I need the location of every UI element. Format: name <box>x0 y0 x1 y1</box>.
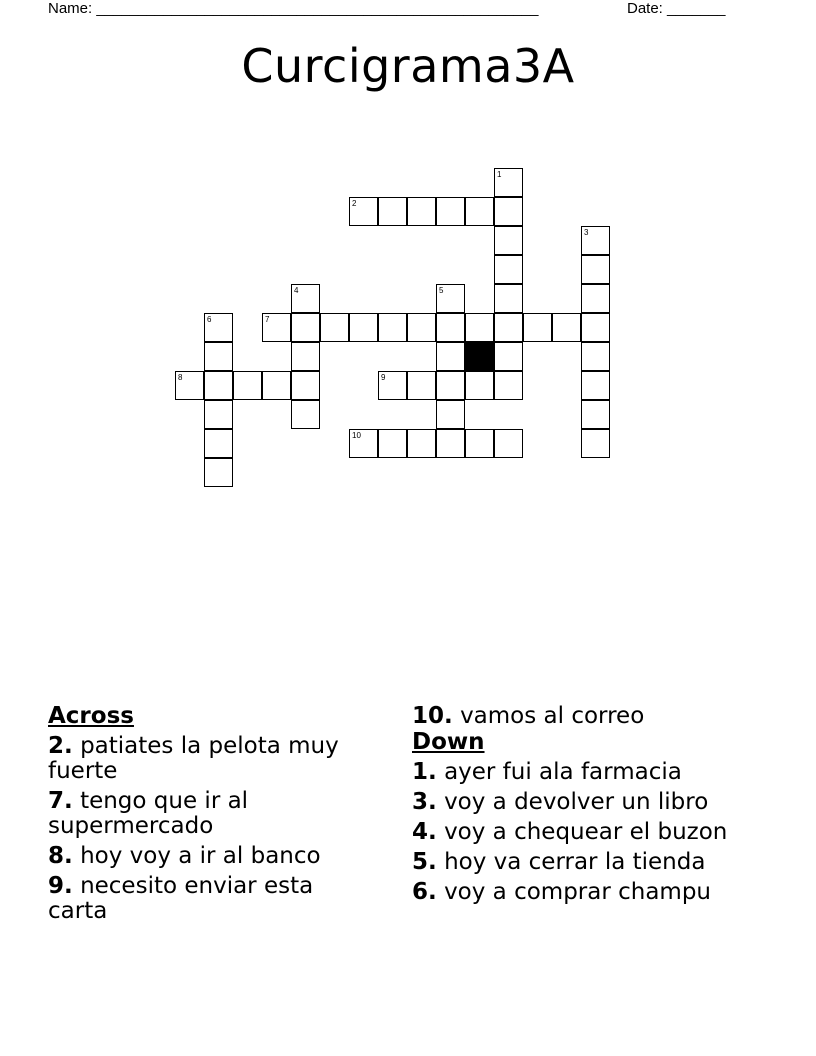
clue-number: 1. <box>412 759 437 785</box>
grid-cell[interactable] <box>581 400 610 429</box>
clue-text: voy a comprar champu <box>444 879 712 905</box>
page-title: Curcigrama3A <box>241 39 575 93</box>
clue-number: 4. <box>412 819 437 845</box>
grid-cell[interactable] <box>320 313 349 342</box>
name-field-label: Name: _____________________________________________________ <box>48 0 539 17</box>
clue-text: voy a devolver un libro <box>444 789 709 815</box>
grid-cell-number: 9 <box>381 373 386 382</box>
grid-cell-number: 10 <box>352 431 361 440</box>
grid-cell[interactable] <box>581 371 610 400</box>
grid-cell[interactable] <box>436 400 465 429</box>
grid-cell[interactable] <box>436 429 465 458</box>
grid-cell-number: 7 <box>265 315 270 324</box>
grid-cell[interactable] <box>465 313 494 342</box>
grid-cell[interactable] <box>494 313 523 342</box>
across-clue <box>412 704 792 729</box>
clue-number: 10. <box>412 703 453 729</box>
grid-cell[interactable] <box>407 371 436 400</box>
grid-cell[interactable] <box>494 255 523 284</box>
across-clue <box>48 789 378 839</box>
grid-cell[interactable] <box>407 313 436 342</box>
grid-cell[interactable] <box>436 313 465 342</box>
grid-cell-number: 2 <box>352 199 357 208</box>
clue-text: voy a chequear el buzon <box>444 819 728 845</box>
down-clue <box>412 880 792 905</box>
grid-cell[interactable] <box>291 371 320 400</box>
grid-cell-blocked <box>465 342 494 371</box>
grid-cell[interactable] <box>262 371 291 400</box>
grid-cell[interactable] <box>436 342 465 371</box>
across-clue <box>48 844 378 869</box>
grid-cell[interactable] <box>494 226 523 255</box>
clue-number: 7. <box>48 788 73 814</box>
grid-cell[interactable] <box>407 429 436 458</box>
grid-cell[interactable] <box>378 429 407 458</box>
grid-cell[interactable] <box>204 313 233 342</box>
grid-cell[interactable] <box>349 429 378 458</box>
grid-cell[interactable] <box>581 313 610 342</box>
grid-cell-number: 6 <box>207 315 212 324</box>
grid-cell[interactable] <box>436 197 465 226</box>
grid-cell[interactable] <box>378 371 407 400</box>
grid-cell[interactable] <box>581 342 610 371</box>
clues-left-column <box>48 704 378 929</box>
across-clue <box>48 874 378 924</box>
grid-cell[interactable] <box>291 284 320 313</box>
clue-text: vamos al correo <box>460 703 645 729</box>
grid-cell[interactable] <box>204 342 233 371</box>
grid-cell[interactable] <box>378 313 407 342</box>
grid-cell[interactable] <box>465 371 494 400</box>
grid-cell-number: 8 <box>178 373 183 382</box>
grid-cell-number: 3 <box>584 228 589 237</box>
grid-cell[interactable] <box>204 371 233 400</box>
grid-cell[interactable] <box>552 313 581 342</box>
down-clue <box>412 760 792 785</box>
clue-number: 3. <box>412 789 437 815</box>
clue-text: patiates la pelota muy fuerte <box>48 733 339 784</box>
grid-cell[interactable] <box>291 400 320 429</box>
grid-cell[interactable] <box>407 197 436 226</box>
grid-cell[interactable] <box>581 255 610 284</box>
clue-number: 8. <box>48 843 73 869</box>
grid-cell[interactable] <box>378 197 407 226</box>
grid-cell[interactable] <box>291 342 320 371</box>
clue-number: 6. <box>412 879 437 905</box>
grid-cell-number: 5 <box>439 286 444 295</box>
grid-cell[interactable] <box>291 313 320 342</box>
grid-cell[interactable] <box>349 197 378 226</box>
grid-cell[interactable] <box>494 197 523 226</box>
across-heading: Across <box>48 703 134 729</box>
grid-cell[interactable] <box>581 226 610 255</box>
grid-cell[interactable] <box>465 197 494 226</box>
grid-cell[interactable] <box>204 458 233 487</box>
grid-cell[interactable] <box>436 284 465 313</box>
clue-text: necesito enviar esta carta <box>48 873 314 924</box>
grid-cell[interactable] <box>494 342 523 371</box>
grid-cell[interactable] <box>581 284 610 313</box>
clue-text: hoy voy a ir al banco <box>80 843 321 869</box>
grid-cell[interactable] <box>494 284 523 313</box>
down-heading: Down <box>412 729 485 755</box>
down-clue <box>412 820 792 845</box>
grid-cell[interactable] <box>204 400 233 429</box>
grid-cell[interactable] <box>436 371 465 400</box>
grid-cell[interactable] <box>233 371 262 400</box>
clue-number: 5. <box>412 849 437 875</box>
grid-cell[interactable] <box>465 429 494 458</box>
grid-cell[interactable] <box>349 313 378 342</box>
clue-text: ayer fui ala farmacia <box>444 759 682 785</box>
clue-text: hoy va cerrar la tienda <box>444 849 706 875</box>
grid-cell[interactable] <box>494 168 523 197</box>
grid-cell[interactable] <box>262 313 291 342</box>
grid-cell-number: 4 <box>294 286 299 295</box>
clue-text: tengo que ir al supermercado <box>48 788 249 839</box>
crossword-grid <box>0 0 816 520</box>
date-field-label: Date: _______ <box>627 0 726 17</box>
grid-cell[interactable] <box>175 371 204 400</box>
grid-cell[interactable] <box>523 313 552 342</box>
clue-number: 9. <box>48 873 73 899</box>
clue-number: 2. <box>48 733 73 759</box>
grid-cell[interactable] <box>494 429 523 458</box>
clues-right-column <box>412 704 792 910</box>
grid-cell[interactable] <box>494 371 523 400</box>
grid-cell[interactable] <box>581 429 610 458</box>
grid-cell-number: 1 <box>497 170 502 179</box>
down-clue <box>412 790 792 815</box>
grid-cell[interactable] <box>204 429 233 458</box>
down-clue <box>412 850 792 875</box>
across-clue <box>48 734 378 784</box>
